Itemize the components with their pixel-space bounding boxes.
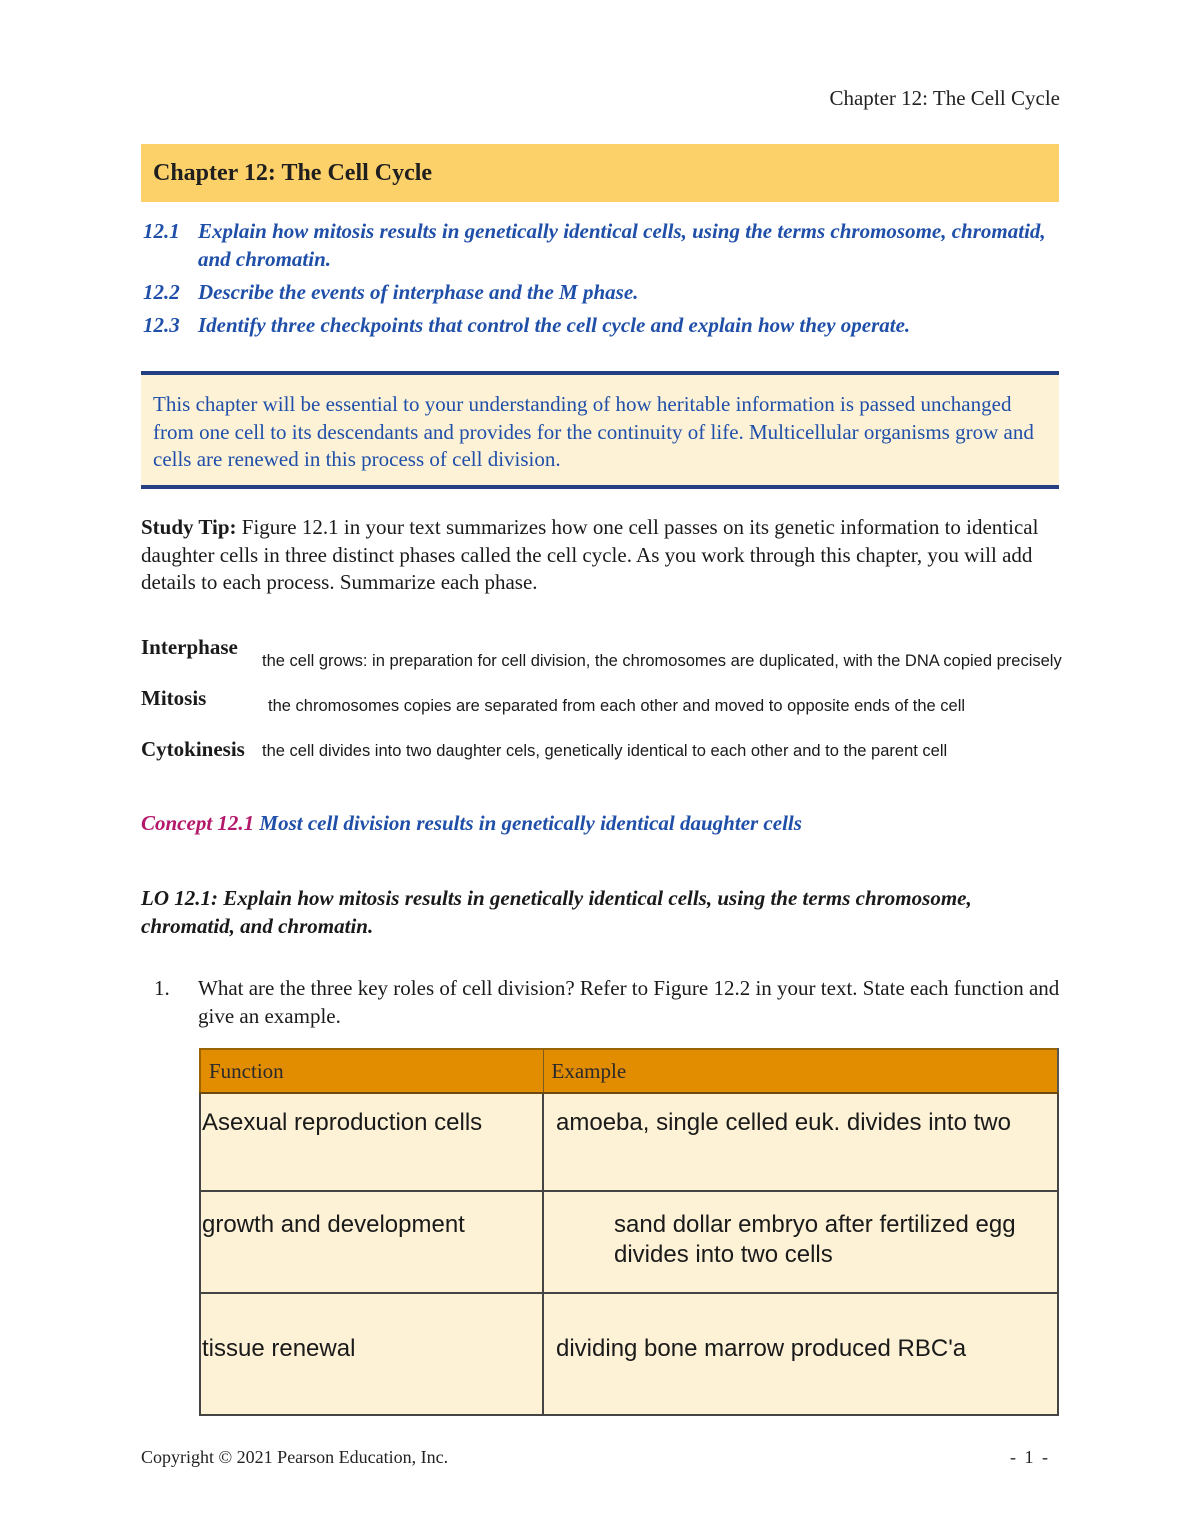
phase-answer-mitosis[interactable]: the chromosomes copies are separated from each other and moved to opposite ends of the cell (268, 697, 966, 715)
example-cell[interactable]: amoeba, single celled euk. divides into two (543, 1093, 1058, 1191)
objective-text: Describe the events of interphase and the M phase. (198, 280, 639, 304)
table-row (200, 1293, 1058, 1415)
table-row (200, 1093, 1058, 1191)
example-cell[interactable]: sand dollar embryo after fertilized egg divides into two cells (543, 1191, 1058, 1293)
concept-heading (141, 811, 802, 836)
concept-label: Concept 12.1 (141, 811, 255, 835)
table-header-example: Example (543, 1049, 1058, 1093)
objective-item (143, 311, 1063, 339)
running-header-title: Chapter 12: The Cell Cycle (829, 86, 1060, 110)
table-header-row (200, 1049, 1058, 1093)
study-tip-text: Figure 12.1 in your text summarizes how one cell passes on its genetic information to identical daughter cells in three distinct phases called the cell cycle. As you work through this chapter, you will add details to each process. Summarize each phase. (141, 515, 1039, 594)
objective-text: Explain how mitosis results in genetically identical cells, using the terms chromosome, chromatid, and chromatin. (198, 219, 1046, 271)
concept-text: Most cell division results in genetically identical daughter cells (254, 811, 802, 835)
learning-objective-heading: LO 12.1: Explain how mitosis results in genetically identical cells, using the terms chromosome, chromatid, and chromatin. (141, 886, 972, 938)
study-tip-paragraph (141, 514, 1061, 597)
question-number: 1. (154, 976, 170, 1000)
phase-label-mitosis: Mitosis (141, 686, 207, 710)
function-cell[interactable]: tissue renewal (200, 1293, 543, 1415)
objective-number: 12.1 (143, 219, 180, 243)
phase-answer-cytokinesis[interactable]: the cell divides into two daughter cels, genetically identical to each other and to the parent cell (262, 742, 948, 760)
page-number: - 1 - (1010, 1447, 1050, 1467)
chapter-title-banner (141, 144, 1059, 202)
phase-label-cytokinesis: Cytokinesis (141, 737, 245, 761)
function-cell[interactable]: Asexual reproduction cells (200, 1093, 543, 1191)
cell-division-roles-table (199, 1048, 1059, 1416)
objective-item (143, 217, 1063, 273)
objective-item (143, 278, 1063, 306)
objective-text: Identify three checkpoints that control the cell cycle and explain how they operate. (198, 313, 911, 337)
chapter-intro-callout (141, 371, 1059, 489)
callout-text: This chapter will be essential to your understanding of how heritable information is passed unchanged from one cell to its descendants and provides for the continuity of life. Multicellular organisms grow and cells are renewed in this process of cell division. (153, 392, 1034, 471)
example-cell[interactable]: dividing bone marrow produced RBC'a (543, 1293, 1058, 1415)
objective-number: 12.3 (143, 313, 180, 337)
objective-number: 12.2 (143, 280, 180, 304)
learning-objectives-list (143, 217, 1063, 344)
table-header-function: Function (200, 1049, 543, 1093)
chapter-title: Chapter 12: The Cell Cycle (153, 159, 433, 186)
table-row (200, 1191, 1058, 1293)
function-cell[interactable]: growth and development (200, 1191, 543, 1293)
copyright-notice: Copyright © 2021 Pearson Education, Inc. (141, 1447, 449, 1467)
study-tip-label: Study Tip: (141, 515, 237, 539)
question-text: What are the three key roles of cell division? Refer to Figure 12.2 in your text. State each function and give an example. (198, 976, 1060, 1028)
phase-label-interphase: Interphase (141, 635, 238, 659)
phase-answer-interphase[interactable]: the cell grows: in preparation for cell division, the chromosomes are duplicated, with the DNA copied precisely (262, 652, 1062, 670)
question-item (154, 974, 1064, 1030)
